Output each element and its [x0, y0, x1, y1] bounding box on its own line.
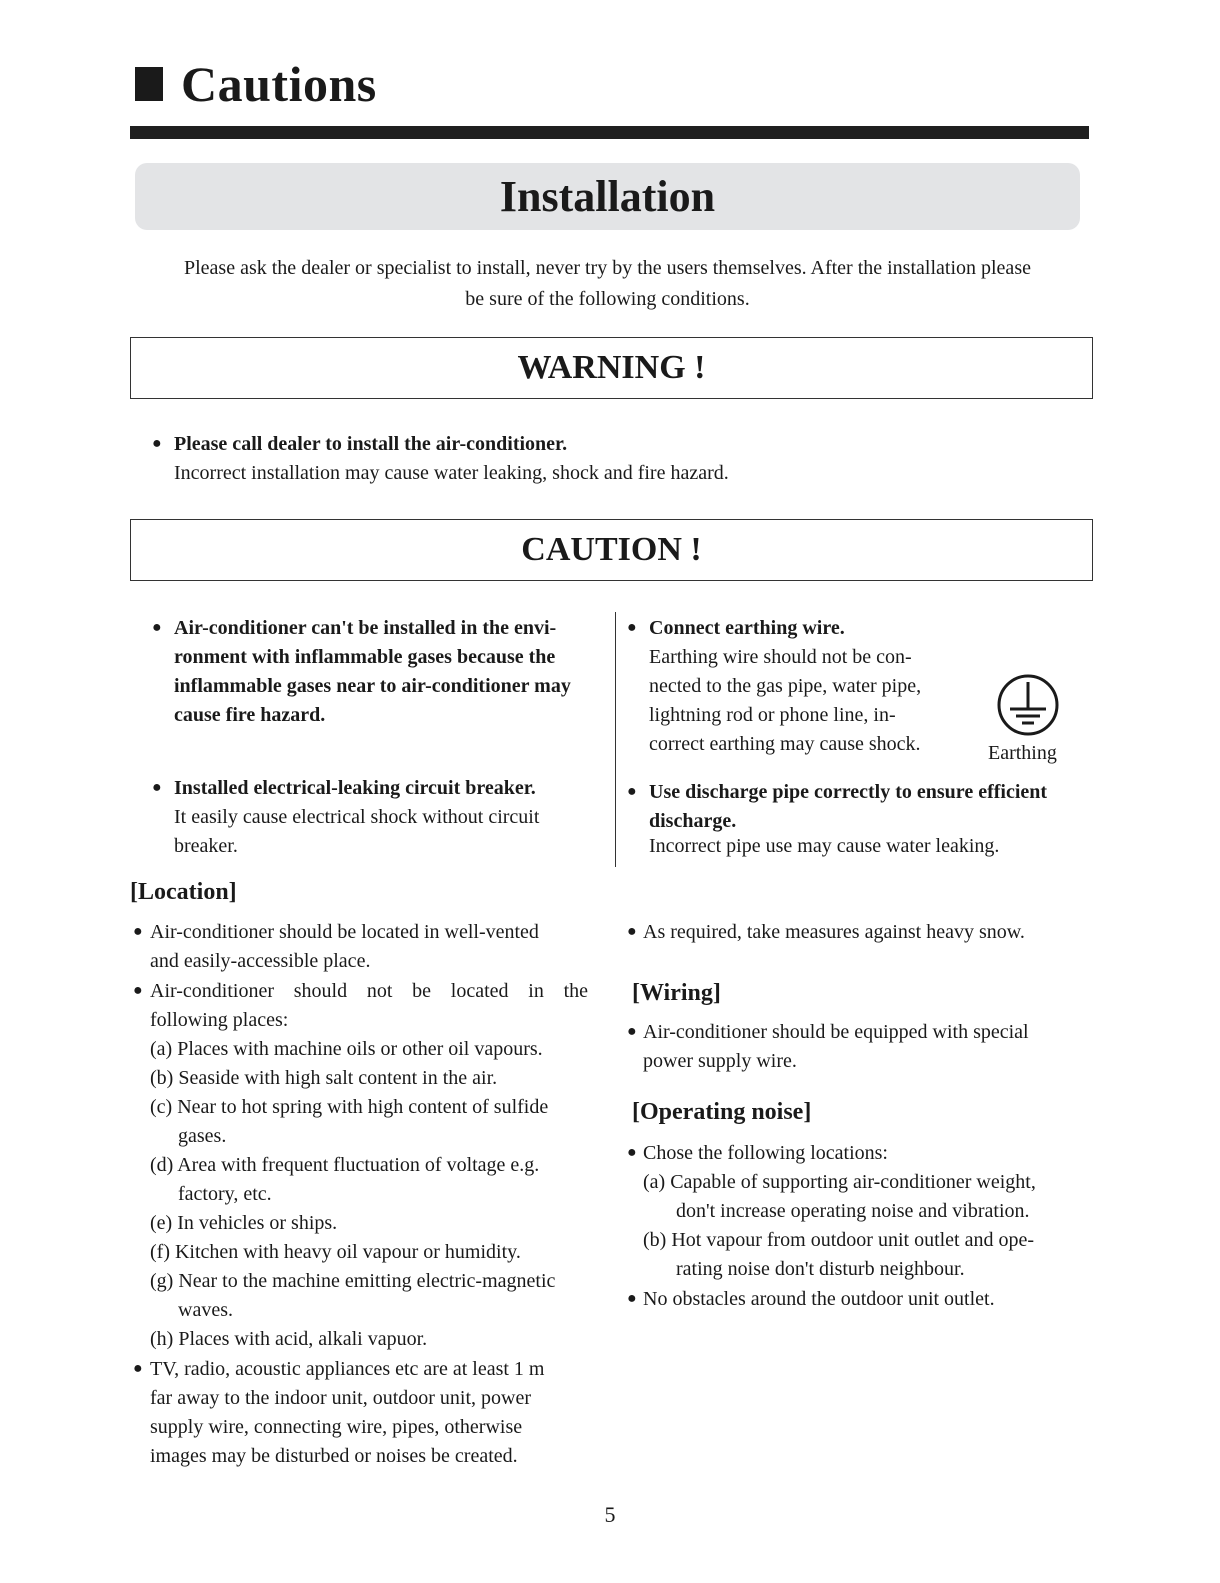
- bullet-icon: ●: [627, 783, 637, 800]
- earth-ground-icon: [996, 673, 1060, 737]
- location-line: following places:: [150, 1009, 289, 1031]
- caution-item-title: Use discharge pipe correctly to ensure efficient: [649, 781, 1048, 803]
- caution-line: correct earthing may cause shock.: [649, 733, 921, 755]
- location-title: [Location]: [130, 879, 237, 905]
- caution-item-title: Connect earthing wire.: [649, 617, 845, 639]
- bullet-icon: ●: [627, 1023, 637, 1040]
- location-place-c: (c) Near to hot spring with high content of sulfide: [150, 1096, 549, 1118]
- location-line: images may be disturbed or noises be created.: [150, 1445, 518, 1467]
- intro-line: Please ask the dealer or specialist to install, never try by the users themselves. After the installation please: [184, 257, 1031, 279]
- location-line: and easily-accessible place.: [150, 950, 371, 972]
- noise-line: Chose the following locations:: [643, 1142, 888, 1164]
- location-line: supply wire, connecting wire, pipes, otherwise: [150, 1416, 523, 1438]
- caution-item-title: Installed electrical-leaking circuit breaker.: [174, 777, 536, 799]
- caution-line: Air-conditioner can't be installed in the envi-: [174, 617, 557, 639]
- location-place-g: (g) Near to the machine emitting electric-magnetic: [150, 1270, 556, 1292]
- warning-item: [152, 429, 1052, 488]
- location-place-d-cont: factory, etc.: [178, 1183, 272, 1205]
- noise-line: No obstacles around the outdoor unit outlet.: [643, 1288, 995, 1310]
- installation-banner: Installation: [135, 163, 1080, 230]
- caution-heading: CAUTION !: [130, 519, 1093, 581]
- snow-item: [627, 917, 1092, 947]
- caution-left-item-breaker: [152, 773, 602, 861]
- location-line: Air-conditioner should be located in well-vented: [150, 921, 539, 943]
- location-place-f: (f) Kitchen with heavy oil vapour or humidity.: [150, 1241, 521, 1263]
- caution-line: breaker.: [174, 835, 238, 857]
- noise-sub-b-cont: rating noise don't disturb neighbour.: [676, 1258, 965, 1280]
- bullet-icon: ●: [133, 1360, 143, 1377]
- intro-line: be sure of the following conditions.: [465, 288, 750, 310]
- location-place-h: (h) Places with acid, alkali vapuor.: [150, 1328, 428, 1350]
- page-title-row: [135, 52, 377, 116]
- caution-right-item-discharge: [627, 777, 1092, 861]
- title-square-icon: [135, 67, 163, 101]
- title-rule: [130, 126, 1089, 139]
- wiring-item: [627, 1017, 1092, 1076]
- bullet-icon: ●: [627, 923, 637, 940]
- earthing-label: Earthing: [988, 742, 1057, 764]
- installation-intro: [130, 253, 1085, 315]
- location-place-d: (d) Area with frequent fluctuation of voltage e.g.: [150, 1154, 540, 1176]
- page-number: 5: [604, 1502, 616, 1527]
- bullet-icon: ●: [133, 923, 143, 940]
- caution-line: Incorrect pipe use may cause water leaking.: [649, 835, 1000, 857]
- location-list: [133, 917, 588, 1471]
- location-place-e: (e) In vehicles or ships.: [150, 1212, 338, 1234]
- bullet-icon: ●: [152, 779, 162, 796]
- location-place-c-cont: gases.: [178, 1125, 227, 1147]
- bullet-icon: ●: [627, 1290, 637, 1307]
- caution-right-item-earthing: [627, 613, 957, 759]
- caution-line: nected to the gas pipe, water pipe,: [649, 675, 922, 697]
- bullet-icon: ●: [133, 982, 143, 999]
- warning-item-text: Incorrect installation may cause water leaking, shock and fire hazard.: [174, 462, 729, 484]
- column-divider: [615, 612, 616, 867]
- caution-line: inflammable gases near to air-conditioner may: [174, 675, 571, 697]
- caution-line: It easily cause electrical shock without circuit: [174, 806, 540, 828]
- caution-line: cause fire hazard.: [174, 704, 326, 726]
- bullet-icon: ●: [627, 1144, 637, 1161]
- location-place-a: (a) Places with machine oils or other oil vapours.: [150, 1038, 543, 1060]
- caution-line: ronment with inflammable gases because the: [174, 646, 556, 668]
- location-line: Air-conditioner should not be located in the: [150, 980, 588, 1002]
- noise-sub-a: (a) Capable of supporting air-conditioner weight,: [643, 1171, 1036, 1193]
- snow-text: As required, take measures against heavy snow.: [643, 921, 1025, 943]
- page-title: Cautions: [181, 56, 377, 112]
- caution-line: Earthing wire should not be con-: [649, 646, 912, 668]
- location-place-b: (b) Seaside with high salt content in the air.: [150, 1067, 498, 1089]
- location-line: far away to the indoor unit, outdoor unit, power: [150, 1387, 532, 1409]
- wiring-line: Air-conditioner should be equipped with special: [643, 1021, 1029, 1043]
- location-line: TV, radio, acoustic appliances etc are at least 1 m: [150, 1358, 545, 1380]
- bullet-icon: ●: [152, 435, 162, 452]
- noise-list: [627, 1138, 1092, 1314]
- noise-title: [Operating noise]: [632, 1099, 812, 1125]
- caution-line: lightning rod or phone line, in-: [649, 704, 896, 726]
- wiring-title: [Wiring]: [632, 980, 721, 1006]
- noise-sub-a-cont: don't increase operating noise and vibration.: [676, 1200, 1030, 1222]
- caution-left-item-gas: [152, 613, 602, 730]
- noise-sub-b: (b) Hot vapour from outdoor unit outlet and ope-: [643, 1229, 1035, 1251]
- wiring-line: power supply wire.: [643, 1050, 797, 1072]
- warning-item-title: Please call dealer to install the air-conditioner.: [174, 433, 568, 455]
- bullet-icon: ●: [152, 619, 162, 636]
- location-place-g-cont: waves.: [178, 1299, 233, 1321]
- warning-heading: WARNING !: [130, 337, 1093, 399]
- bullet-icon: ●: [627, 619, 637, 636]
- caution-item-title: discharge.: [649, 810, 737, 832]
